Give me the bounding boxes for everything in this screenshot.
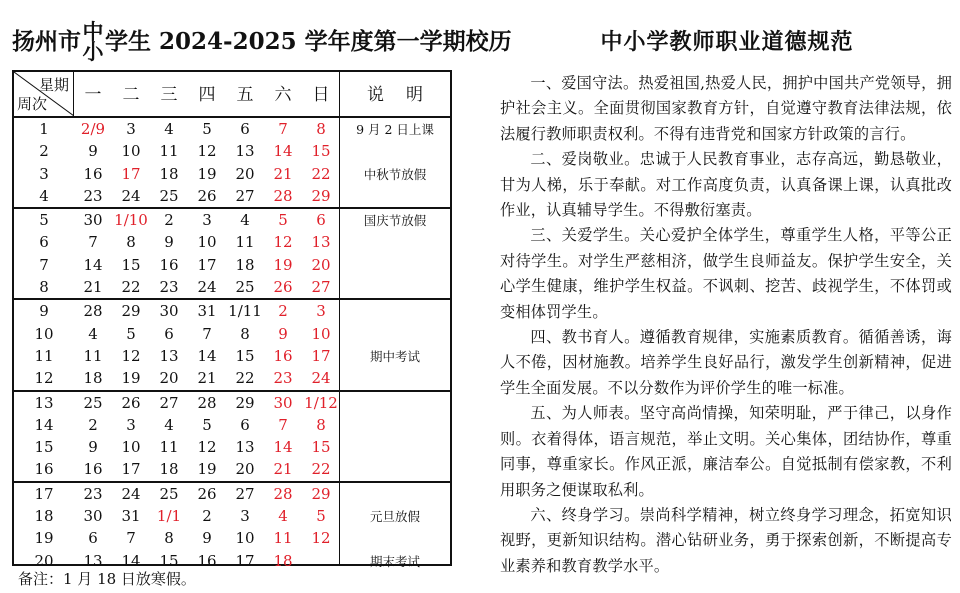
day-cell: 2/9 [80,120,106,138]
day-cell: 21 [273,164,293,183]
day-cell: 4 [88,324,98,343]
calendar-row [14,345,450,367]
week-number: 6 [39,233,49,252]
calendar-row [14,163,450,185]
row-note: 国庆节放假 [363,213,427,229]
day-cell: 15 [235,346,255,365]
calendar-row [14,483,450,505]
day-cell: 26 [197,186,217,205]
day-cell: 12 [197,438,217,457]
day-cell: 15 [311,438,331,457]
weekday-header: 六 [274,85,292,105]
day-cell: 8 [316,120,326,138]
day-cell: 7 [278,120,288,138]
day-cell: 28 [273,186,293,205]
day-cell: 22 [311,460,331,479]
day-cell: 17 [197,255,217,274]
week-number: 18 [34,507,54,526]
day-cell: 27 [235,484,255,503]
day-cell: 2 [164,211,174,230]
day-cell: 28 [197,393,217,412]
day-cell: 28 [273,484,293,503]
day-cell: 17 [121,164,141,183]
day-cell: 20 [235,164,255,183]
day-cell: 19 [273,255,293,274]
day-cell: 17 [235,551,255,570]
calendar-row [14,367,450,391]
calendar-row [14,276,450,300]
calendar-row [14,392,450,414]
week-number: 9 [39,302,49,321]
calendar-row [14,300,450,322]
day-cell: 14 [197,346,217,365]
day-cell: 8 [164,529,174,548]
calendar-title [12,19,512,64]
day-cell: 15 [121,255,141,274]
week-number: 20 [34,551,54,570]
day-cell: 19 [121,369,141,388]
day-cell: 16 [197,551,217,570]
day-cell: 13 [235,142,255,161]
day-cell: 24 [121,484,141,503]
day-cell: 24 [311,369,331,388]
calendar-row [14,118,450,140]
week-number: 15 [34,438,54,457]
weekday-header: 日 [312,85,330,105]
day-cell: 25 [159,186,179,205]
day-cell: 5 [278,211,288,230]
day-cell: 3 [240,507,250,526]
row-note: 期末考试 [369,553,420,569]
day-cell: 7 [126,529,136,548]
day-cell: 19 [197,460,217,479]
ethics-paragraph: 五、为人师表。坚守高尚情操，知荣明耻，严于律己，以身作则。衣着得体，语言规范，举止文明。关心集体，团结协作，尊重同事，尊重家长。作风正派，廉洁奉公。自觉抵制有偿家教，不利用职务之便谋取私利。 [500,404,952,499]
title-stack-top: 中 [82,19,104,44]
header-corner [14,72,74,116]
day-cell: 10 [121,438,141,457]
note-header: 说明 [367,85,445,105]
day-cell: 20 [159,369,179,388]
day-cell: 10 [197,233,217,252]
calendar-row [14,505,450,527]
calendar-header [14,72,450,118]
day-cell: 6 [240,415,250,434]
day-cell: 27 [159,393,179,412]
day-cell: 20 [235,460,255,479]
ethics-paragraph: 二、爱岗敬业。忠诚于人民教育事业，志存高远，勤恳敬业，甘为人梯，乐于奉献。对工作高度负责，认真备课上课，认真批改作业，认真辅导学生。不得敷衍塞责。 [500,150,952,220]
day-cell: 7 [278,415,288,434]
week-number: 13 [34,393,54,412]
day-cell: 22 [235,369,255,388]
day-cell: 11 [273,529,293,548]
day-cell: 21 [197,369,217,388]
day-cell: 14 [273,142,293,161]
day-cell: 13 [159,346,179,365]
day-cell: 5 [202,120,212,138]
calendar-row [14,323,450,345]
day-cell: 10 [235,529,255,548]
day-cell: 25 [159,484,179,503]
row-note: 9 月 2 日上课 [356,122,434,137]
weekday-header: 四 [198,85,216,105]
day-cell: 3 [202,211,212,230]
week-number: 7 [39,255,49,274]
day-cell: 18 [83,369,103,388]
day-cell: 11 [159,438,179,457]
day-cell: 4 [164,415,174,434]
corner-label-week: 周次 [17,95,48,113]
day-cell: 27 [311,278,331,297]
day-cell: 13 [83,551,103,570]
weekday-header: 三 [160,85,178,105]
calendar-row [14,140,450,162]
ethics-paragraph: 六、终身学习。崇尚科学精神，树立终身学习理念，拓宽知识视野，更新知识结构。潜心钻研业务，勇于探索创新，不断提高专业素养和教育教学水平。 [500,505,952,575]
calendar-row [14,458,450,482]
day-cell: 31 [197,302,217,321]
day-cell: 5 [202,415,212,434]
week-number: 4 [39,186,49,205]
day-cell: 30 [83,211,103,230]
week-number: 1 [39,120,49,138]
day-cell: 17 [311,346,331,365]
day-cell: 4 [278,507,288,526]
day-cell: 4 [240,211,250,230]
day-cell: 18 [159,460,179,479]
weekday-header: 二 [122,85,140,105]
day-cell: 23 [83,484,103,503]
day-cell: 9 [278,324,288,343]
day-cell: 25 [235,278,255,297]
day-cell: 2 [88,415,98,434]
day-cell: 30 [159,302,179,321]
ethics-body [500,71,952,579]
calendar-row [14,527,450,549]
day-cell: 11 [83,346,103,365]
day-cell: 22 [311,164,331,183]
day-cell: 1/10 [114,211,148,230]
day-cell: 6 [240,120,250,138]
calendar-footnote: 备注：1 月 18 日放寒假。 [18,570,196,588]
week-number: 14 [34,415,54,434]
day-cell: 16 [159,255,179,274]
day-cell: 26 [121,393,141,412]
day-cell: 9 [88,142,98,161]
day-cell: 3 [316,302,326,321]
day-cell: 12 [121,346,141,365]
week-number: 10 [34,324,54,343]
calendar-row [14,231,450,253]
day-cell: 9 [202,529,212,548]
day-cell: 8 [240,324,250,343]
title-stacked-chars [82,19,104,64]
day-cell: 19 [197,164,217,183]
calendar-row [14,254,450,276]
day-cell: 10 [121,142,141,161]
ethics-title: 中小学教师职业道德规范 [600,29,854,55]
day-cell: 20 [311,255,331,274]
day-cell: 12 [197,142,217,161]
day-cell: 13 [311,233,331,252]
day-cell: 23 [159,278,179,297]
day-cell: 15 [311,142,331,161]
day-cell: 7 [88,233,98,252]
day-cell: 5 [316,507,326,526]
ethics-paragraph: 四、教书育人。遵循教育规律，实施素质教育。循循善诱，诲人不倦，因材施教。培养学生良好品行，激发学生创新精神，促进学生全面发展。不以分数作为评价学生的唯一标准。 [500,328,952,397]
day-cell: 14 [83,255,103,274]
day-cell: 9 [164,233,174,252]
day-cell: 10 [311,324,331,343]
row-note: 期中考试 [369,348,420,364]
week-number: 12 [34,369,54,388]
day-cell: 12 [311,529,331,548]
week-number: 11 [34,346,54,365]
day-cell: 15 [159,551,179,570]
day-cell: 18 [159,164,179,183]
day-cell: 2 [278,302,288,321]
day-cell: 24 [121,186,141,205]
day-cell: 5 [126,324,136,343]
day-cell: 3 [126,120,136,138]
day-cell: 24 [197,278,217,297]
day-cell: 8 [126,233,136,252]
calendar-rows [14,118,450,572]
week-number: 8 [39,278,49,297]
day-cell: 3 [126,415,136,434]
day-cell: 1/12 [304,393,338,412]
day-cell: 11 [235,233,255,252]
day-cell: 16 [83,460,103,479]
day-cell: 6 [88,529,98,548]
day-cell: 14 [273,438,293,457]
day-cell: 11 [159,142,179,161]
calendar-row [14,185,450,209]
row-note: 中秋节放假 [363,166,427,182]
day-cell: 29 [311,484,331,503]
week-number: 19 [34,529,54,548]
week-number: 3 [39,164,49,183]
day-cell: 26 [197,484,217,503]
day-cell: 12 [273,233,293,252]
day-cell: 25 [83,393,103,412]
day-cell: 2 [202,507,212,526]
day-cell: 6 [316,211,326,230]
calendar-table [12,70,452,570]
title-suffix: 学生 2024-2025 学年度第一学期校历 [105,28,512,55]
row-note: 元旦放假 [369,509,420,525]
day-cell: 29 [311,186,331,205]
day-cell: 21 [273,460,293,479]
weekday-header: 一 [84,85,102,105]
day-cell: 16 [273,346,293,365]
ethics-paragraph: 三、关爱学生。关心爱护全体学生，尊重学生人格，平等公正对待学生。对学生严慈相济，做学生良师益友。保护学生安全，关心学生健康，维护学生权益。不讽刺、挖苦、歧视学生，不体罚或变相体罚学生。 [500,226,952,321]
weekday-header: 五 [236,85,254,105]
day-cell: 23 [83,186,103,205]
week-number: 17 [34,484,54,503]
day-cell: 26 [273,278,293,297]
day-cell: 29 [235,393,255,412]
day-cell: 31 [121,507,141,526]
day-cell: 9 [88,438,98,457]
ethics-paragraph: 一、爱国守法。热爱祖国,热爱人民，拥护中国共产党领导，拥护社会主义。全面贯彻国家教育方针，自觉遵守教育法律法规，依法履行教师职责权利。不得有违背党和国家方针政策的言行。 [500,74,952,143]
day-cell: 17 [121,460,141,479]
day-cell: 23 [273,369,293,388]
day-cell: 16 [83,164,103,183]
day-cell: 13 [235,438,255,457]
day-cell: 14 [121,551,141,570]
calendar-row [14,209,450,231]
day-cell: 30 [83,507,103,526]
day-cell: 21 [83,278,103,297]
day-cell: 8 [316,415,326,434]
day-cell: 18 [273,551,293,570]
day-cell: 27 [235,186,255,205]
title-stack-bottom: 小 [82,39,104,64]
title-prefix: 扬州市 [12,28,81,55]
day-cell: 6 [164,324,174,343]
calendar-row [14,436,450,458]
day-cell: 30 [273,393,293,412]
day-cell: 29 [121,302,141,321]
calendar-row [14,414,450,436]
day-cell: 1/1 [156,507,182,526]
day-cell: 28 [83,302,103,321]
week-number: 2 [39,142,49,161]
corner-label-weekday: 星期 [38,76,69,94]
day-cell: 18 [235,255,255,274]
day-cell: 4 [164,120,174,138]
week-number: 16 [34,460,54,479]
week-number: 5 [39,211,49,230]
day-cell: 1/11 [228,302,262,321]
day-cell: 7 [202,324,212,343]
day-cell: 22 [121,278,141,297]
